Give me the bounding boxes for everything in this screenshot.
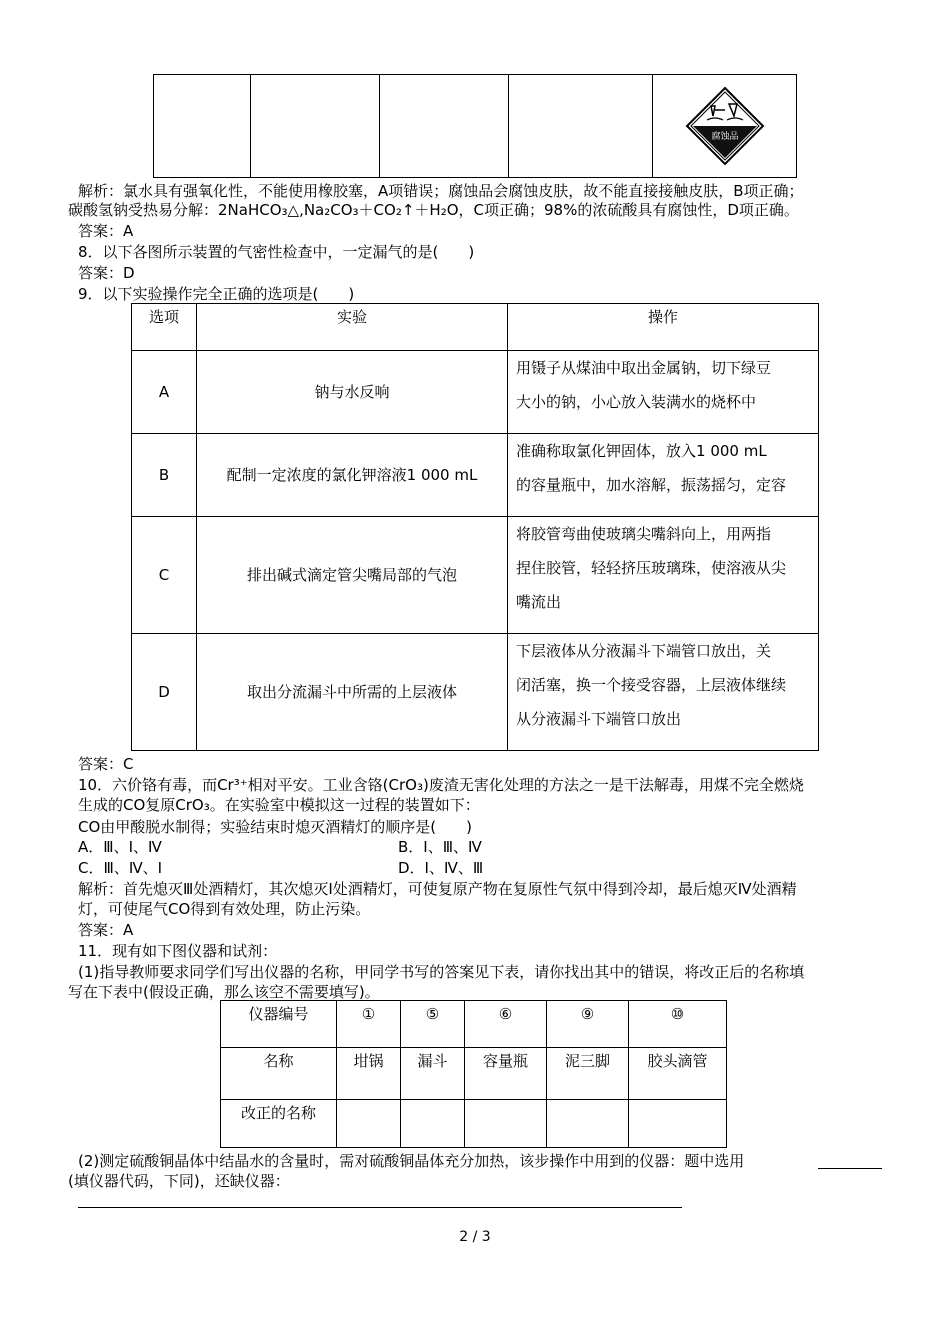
op-line: 将胶管弯曲使玻璃尖嘴斜向上，用两指 <box>516 525 772 543</box>
q11-corrected-name[interactable] <box>629 1100 727 1148</box>
q10-analysis1: 解析：首先熄灭Ⅲ处酒精灯，其次熄灭Ⅰ处酒精灯，可使复原产物在复原性气氛中得到冷却，最后熄灭Ⅳ处酒精 <box>78 880 797 898</box>
op-line: 用镊子从煤油中取出金属钠，切下绿豆 <box>516 359 772 377</box>
q9-row-option: A <box>132 351 197 434</box>
q11-p2-line2: (填仪器代码，下同)，还缺仪器： <box>68 1172 290 1190</box>
q9-table <box>131 303 819 751</box>
q10-line3: CO由甲酸脱水制得；实验结束时熄灭酒精灯的顺序是( ) <box>78 818 472 836</box>
q9-row-option: D <box>132 634 197 751</box>
answer-blank-1[interactable] <box>818 1168 882 1169</box>
q11-name: 泥三脚 <box>547 1048 629 1100</box>
q11-number: ⑥ <box>465 1001 547 1048</box>
answer-blank-2[interactable] <box>78 1207 682 1208</box>
op-line: 从分液漏斗下端管口放出 <box>516 710 682 728</box>
q11-corrected-name[interactable] <box>337 1100 401 1148</box>
q11-name: 漏斗 <box>401 1048 465 1100</box>
q11-number: ⑨ <box>547 1001 629 1048</box>
q11-p1-line1: (1)指导教师要求同学们写出仪器的名称，甲同学书写的答案见下表，请你找出其中的错误，将改正后的名称填 <box>78 963 805 981</box>
reagent-cell <box>653 75 797 178</box>
q9-row-experiment: 配制一定浓度的氯化钾溶液1 000 mL <box>197 434 508 517</box>
q9-header-operation: 操作 <box>508 304 819 351</box>
q10-option-c: C．Ⅲ、Ⅳ、Ⅰ <box>78 859 163 877</box>
q7-analysis-line1: 解析：氯水具有强氧化性，不能使用橡胶塞，A项错误；腐蚀品会腐蚀皮肤，故不能直接接触皮肤，B项正确； <box>78 182 804 200</box>
q10-line2: 生成的CO复原CrO₃。在实验室中模拟这一过程的装置如下： <box>78 796 480 814</box>
op-line: 下层液体从分液漏斗下端管口放出，关 <box>516 642 772 660</box>
q9-answer: 答案：C <box>78 755 134 773</box>
corrosive-hazard-icon <box>685 86 765 166</box>
q11-line1: 11．现有如下图仪器和试剂： <box>78 942 278 960</box>
q11-number: ⑩ <box>629 1001 727 1048</box>
q11-name: 容量瓶 <box>465 1048 547 1100</box>
q11-corrected-name[interactable] <box>401 1100 465 1148</box>
page-number: 2 / 3 <box>459 1229 491 1245</box>
q9-row-operation <box>508 351 819 434</box>
q9-question: 9．以下实验操作完全正确的选项是( ) <box>78 285 355 303</box>
op-line: 闭活塞，换一个接受容器，上层液体继续 <box>516 676 787 694</box>
reagent-cell <box>154 75 251 178</box>
q11-corrected-name[interactable] <box>465 1100 547 1148</box>
q11-row-label: 名称 <box>221 1048 337 1100</box>
q11-number: ① <box>337 1001 401 1048</box>
q9-header-option: 选项 <box>132 304 197 351</box>
q11-name: 坩锅 <box>337 1048 401 1100</box>
q9-row-operation <box>508 517 819 634</box>
q11-row-label: 仪器编号 <box>221 1001 337 1048</box>
op-line: 准确称取氯化钾固体，放入1 000 mL <box>516 442 767 460</box>
q11-number: ⑤ <box>401 1001 465 1048</box>
q11-name: 胶头滴管 <box>629 1048 727 1100</box>
q10-option-b: B．Ⅰ、Ⅲ、Ⅳ <box>398 838 482 856</box>
q11-p2-line1: (2)测定硫酸铜晶体中结晶水的含量时，需对硫酸铜晶体充分加热，该步操作中用到的仪器：题中选用 <box>78 1152 745 1170</box>
q10-answer: 答案：A <box>78 921 134 939</box>
q10-option-d: D．Ⅰ、Ⅳ、Ⅲ <box>398 859 484 877</box>
q10-line1: 10．六价铬有毒，而Cr³⁺相对平安。工业含铬(CrO₃)废渣无害化处理的方法之一是干法解毒，用煤不完全燃烧 <box>78 776 804 794</box>
corrosive-label: 腐蚀品 <box>710 132 739 142</box>
q11-p1-line2: 写在下表中(假设正确，那么该空不需要填写)。 <box>68 983 380 1001</box>
q9-row-experiment: 取出分流漏斗中所需的上层液体 <box>197 634 508 751</box>
q9-row-option: C <box>132 517 197 634</box>
q9-row-operation <box>508 634 819 751</box>
q10-analysis2: 灯，可使尾气CO得到有效处理，防止污染。 <box>78 900 371 918</box>
op-line: 大小的钠，小心放入装满水的烧杯中 <box>516 393 757 411</box>
reagent-table <box>153 74 797 178</box>
q10-option-a: A．Ⅲ、Ⅰ、Ⅳ <box>78 838 162 856</box>
q9-row-operation <box>508 434 819 517</box>
q9-row-option: B <box>132 434 197 517</box>
op-line: 捏住胶管，轻轻挤压玻璃珠，使溶液从尖 <box>516 559 787 577</box>
q11-corrected-name[interactable] <box>547 1100 629 1148</box>
op-line: 的容量瓶中，加水溶解，振荡摇匀，定容 <box>516 476 787 494</box>
q9-header-experiment: 实验 <box>197 304 508 351</box>
q7-answer: 答案：A <box>78 222 134 240</box>
reagent-cell <box>509 75 653 178</box>
reagent-cell <box>251 75 380 178</box>
q11-table <box>220 1000 727 1148</box>
q9-row-experiment: 钠与水反响 <box>197 351 508 434</box>
q11-row-label: 改正的名称 <box>221 1100 337 1148</box>
op-line: 嘴流出 <box>516 593 562 611</box>
q8-question: 8．以下各图所示装置的气密性检查中，一定漏气的是( ) <box>78 243 475 261</box>
q7-analysis-line2: 碳酸氢钠受热易分解：2NaHCO₃△,Na₂CO₃＋CO₂↑＋H₂O，C项正确；98%的浓硫酸具有腐蚀性，D项正确。 <box>68 201 799 219</box>
reagent-cell <box>380 75 509 178</box>
q8-answer: 答案：D <box>78 264 135 282</box>
q9-row-experiment: 排出碱式滴定管尖嘴局部的气泡 <box>197 517 508 634</box>
